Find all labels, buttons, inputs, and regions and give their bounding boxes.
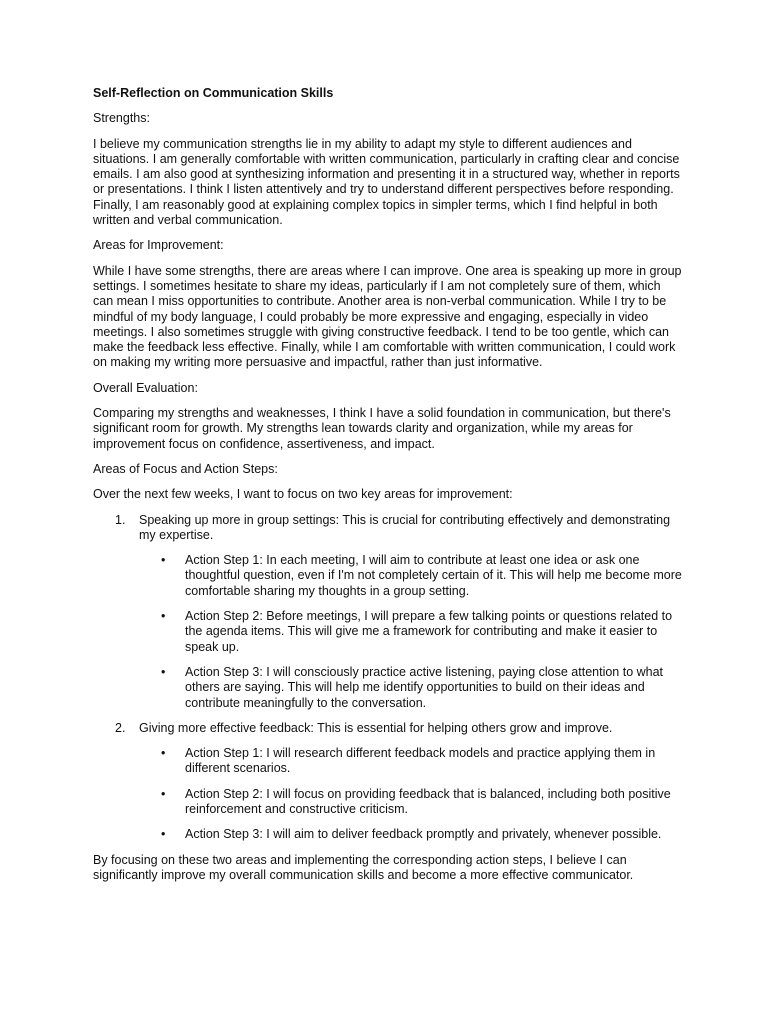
strengths-paragraph: I believe my communication strengths lie in my ability to adapt my style to different audiences and situations. I am generally comfortable with written communication, particularly in crafting clear and concise emails. I am also good at synthesizing information and presenting it in a structured way, whether in reports or presentations. I think I listen attentively and try to understand different perspectives before responding. Finally, I am reasonably good at explaining complex topics in simpler terms, which I find helpful in both written and verbal communication. xyxy=(93,136,680,228)
action-step-list xyxy=(139,746,683,842)
action-step-text: Action Step 2: Before meetings, I will prepare a few talking points or questions related to the agenda items. This will give me a framework for contributing and make it easier to speak up. xyxy=(185,609,673,654)
improvement-paragraph: While I have some strengths, there are areas where I can improve. One area is speaking up more in group settings. I sometimes hesitate to share my ideas, particularly if I am not completely sure of them, which can mean I miss opportunities to contribute. Another area is non-verbal communication. While I try to be mindful of my body language, I could probably be more expressive and engaging, especially in video meetings. I also sometimes struggle with giving constructive feedback. I tend to be too gentle, which can make the feedback less effective. Finally, while I am comfortable with written communication, I could work on making my writing more persuasive and impactful, rather than just informative. xyxy=(93,263,682,370)
action-step-text: Action Step 3: I will consciously practice active listening, paying close attention to what others are saying. This will help me identify opportunities to build on their ideas and contribute meaningfully to the conversation. xyxy=(185,664,664,710)
action-step xyxy=(139,746,683,777)
bullet-icon: • xyxy=(161,609,166,624)
strengths-heading: Strengths: xyxy=(93,111,150,126)
bullet-icon: • xyxy=(161,786,166,801)
focus-intro: Over the next few weeks, I want to focus on two key areas for improvement: xyxy=(93,487,513,502)
evaluation-heading: Overall Evaluation: xyxy=(93,380,198,395)
action-step-list xyxy=(139,553,683,711)
focus-item-text: Speaking up more in group settings: This is crucial for contributing effectively and demonstrating my expertise. xyxy=(139,512,671,542)
bullet-icon: • xyxy=(161,827,166,842)
document-page xyxy=(93,86,683,893)
bullet-icon: • xyxy=(161,553,166,568)
action-step xyxy=(139,827,683,842)
focus-item-number: 2. xyxy=(115,720,126,735)
focus-item xyxy=(93,513,683,711)
action-step xyxy=(139,665,683,711)
focus-heading: Areas of Focus and Action Steps: xyxy=(93,461,278,476)
action-step-text: Action Step 3: I will aim to deliver feedback promptly and privately, whenever possible. xyxy=(185,827,662,842)
action-step-text: Action Step 2: I will focus on providing feedback that is balanced, including both positive reinforcement and constructive criticism. xyxy=(185,786,671,816)
action-step-text: Action Step 1: I will research different feedback models and practice applying them in different scenarios. xyxy=(185,746,656,776)
conclusion-paragraph: By focusing on these two areas and implementing the corresponding action steps, I believe I can significantly improve my overall communication skills and become a more effective communicator. xyxy=(93,852,634,882)
action-step xyxy=(139,553,683,599)
action-step xyxy=(139,609,683,655)
bullet-icon: • xyxy=(161,664,166,679)
document-title: Self-Reflection on Communication Skills xyxy=(93,86,334,100)
evaluation-paragraph: Comparing my strengths and weaknesses, I think I have a solid foundation in communication, but there's significant room for growth. My strengths lean towards clarity and organization, while my areas for improvement focus on confidence, assertiveness, and impact. xyxy=(93,406,671,451)
bullet-icon: • xyxy=(161,746,166,761)
improvement-heading: Areas for Improvement: xyxy=(93,238,224,253)
focus-item-text: Giving more effective feedback: This is essential for helping others grow and improve. xyxy=(139,720,613,735)
focus-item xyxy=(93,721,683,843)
action-step-text: Action Step 1: In each meeting, I will aim to contribute at least one idea or ask one thoughtful question, even if I'm not completely certain of it. This will help me become more comfortable sharing my thoughts in a group setting. xyxy=(185,553,682,598)
action-step xyxy=(139,787,683,818)
focus-item-number: 1. xyxy=(115,512,126,527)
focus-list xyxy=(93,513,683,843)
